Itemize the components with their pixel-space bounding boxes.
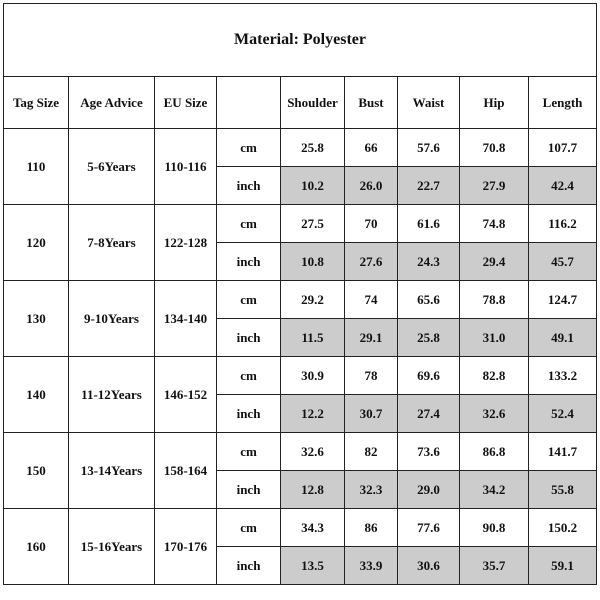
shoulder-value-cell: 29.2 [281,281,345,319]
length-value-cell: 116.2 [529,205,597,243]
eu-size-cell: 110-116 [155,129,217,205]
eu-size-cell: 134-140 [155,281,217,357]
header-age-advice: Age Advice [69,77,155,129]
age-advice-cell: 11-12Years [69,357,155,433]
hip-value-cell: 27.9 [460,167,529,205]
length-value-cell: 52.4 [529,395,597,433]
size-chart [3,3,596,585]
waist-value-cell: 77.6 [398,509,460,547]
unit-cell: inch [217,395,281,433]
shoulder-value-cell: 11.5 [281,319,345,357]
waist-value-cell: 22.7 [398,167,460,205]
shoulder-value-cell: 34.3 [281,509,345,547]
eu-size-cell: 170-176 [155,509,217,585]
shoulder-value-cell: 10.2 [281,167,345,205]
hip-value-cell: 90.8 [460,509,529,547]
bust-value-cell: 74 [345,281,398,319]
waist-value-cell: 27.4 [398,395,460,433]
length-value-cell: 133.2 [529,357,597,395]
tag-size-cell: 120 [4,205,69,281]
hip-value-cell: 34.2 [460,471,529,509]
hip-value-cell: 31.0 [460,319,529,357]
shoulder-value-cell: 27.5 [281,205,345,243]
shoulder-value-cell: 10.8 [281,243,345,281]
unit-cell: cm [217,357,281,395]
table-row-150-cm [4,433,597,471]
header-length: Length [529,77,597,129]
length-value-cell: 59.1 [529,547,597,585]
shoulder-value-cell: 32.6 [281,433,345,471]
waist-value-cell: 30.6 [398,547,460,585]
bust-value-cell: 78 [345,357,398,395]
header-bust: Bust [345,77,398,129]
length-value-cell: 141.7 [529,433,597,471]
header-tag-size: Tag Size [4,77,69,129]
table-row-120-cm [4,205,597,243]
bust-value-cell: 33.9 [345,547,398,585]
waist-value-cell: 57.6 [398,129,460,167]
length-value-cell: 55.8 [529,471,597,509]
shoulder-value-cell: 13.5 [281,547,345,585]
bust-value-cell: 29.1 [345,319,398,357]
eu-size-cell: 146-152 [155,357,217,433]
shoulder-value-cell: 25.8 [281,129,345,167]
bust-value-cell: 32.3 [345,471,398,509]
age-advice-cell: 7-8Years [69,205,155,281]
header-hip: Hip [460,77,529,129]
table-title: Material: Polyester [4,4,597,77]
tag-size-cell: 150 [4,433,69,509]
bust-value-cell: 30.7 [345,395,398,433]
length-value-cell: 124.7 [529,281,597,319]
hip-value-cell: 86.8 [460,433,529,471]
length-value-cell: 107.7 [529,129,597,167]
hip-value-cell: 35.7 [460,547,529,585]
hip-value-cell: 82.8 [460,357,529,395]
hip-value-cell: 70.8 [460,129,529,167]
shoulder-value-cell: 12.2 [281,395,345,433]
unit-cell: cm [217,205,281,243]
unit-cell: cm [217,281,281,319]
bust-value-cell: 86 [345,509,398,547]
header-waist: Waist [398,77,460,129]
table-row-160-cm [4,509,597,547]
shoulder-value-cell: 30.9 [281,357,345,395]
size-table [3,3,597,585]
waist-value-cell: 61.6 [398,205,460,243]
waist-value-cell: 25.8 [398,319,460,357]
waist-value-cell: 69.6 [398,357,460,395]
unit-cell: cm [217,509,281,547]
bust-value-cell: 27.6 [345,243,398,281]
table-row-130-cm [4,281,597,319]
header-row [4,77,597,129]
age-advice-cell: 5-6Years [69,129,155,205]
unit-cell: inch [217,243,281,281]
waist-value-cell: 29.0 [398,471,460,509]
tag-size-cell: 160 [4,509,69,585]
age-advice-cell: 13-14Years [69,433,155,509]
age-advice-cell: 15-16Years [69,509,155,585]
waist-value-cell: 24.3 [398,243,460,281]
eu-size-cell: 122-128 [155,205,217,281]
length-value-cell: 45.7 [529,243,597,281]
title-row [4,4,597,77]
eu-size-cell: 158-164 [155,433,217,509]
unit-cell: inch [217,547,281,585]
waist-value-cell: 65.6 [398,281,460,319]
hip-value-cell: 74.8 [460,205,529,243]
length-value-cell: 49.1 [529,319,597,357]
tag-size-cell: 130 [4,281,69,357]
header-eu-size: EU Size [155,77,217,129]
table-row-140-cm [4,357,597,395]
tag-size-cell: 140 [4,357,69,433]
hip-value-cell: 29.4 [460,243,529,281]
unit-cell: cm [217,433,281,471]
bust-value-cell: 82 [345,433,398,471]
table-row-110-cm [4,129,597,167]
unit-cell: inch [217,167,281,205]
shoulder-value-cell: 12.8 [281,471,345,509]
bust-value-cell: 66 [345,129,398,167]
waist-value-cell: 73.6 [398,433,460,471]
length-value-cell: 150.2 [529,509,597,547]
unit-cell: inch [217,319,281,357]
length-value-cell: 42.4 [529,167,597,205]
header-shoulder: Shoulder [281,77,345,129]
bust-value-cell: 70 [345,205,398,243]
hip-value-cell: 32.6 [460,395,529,433]
unit-cell: cm [217,129,281,167]
bust-value-cell: 26.0 [345,167,398,205]
header-unit [217,77,281,129]
hip-value-cell: 78.8 [460,281,529,319]
age-advice-cell: 9-10Years [69,281,155,357]
tag-size-cell: 110 [4,129,69,205]
unit-cell: inch [217,471,281,509]
